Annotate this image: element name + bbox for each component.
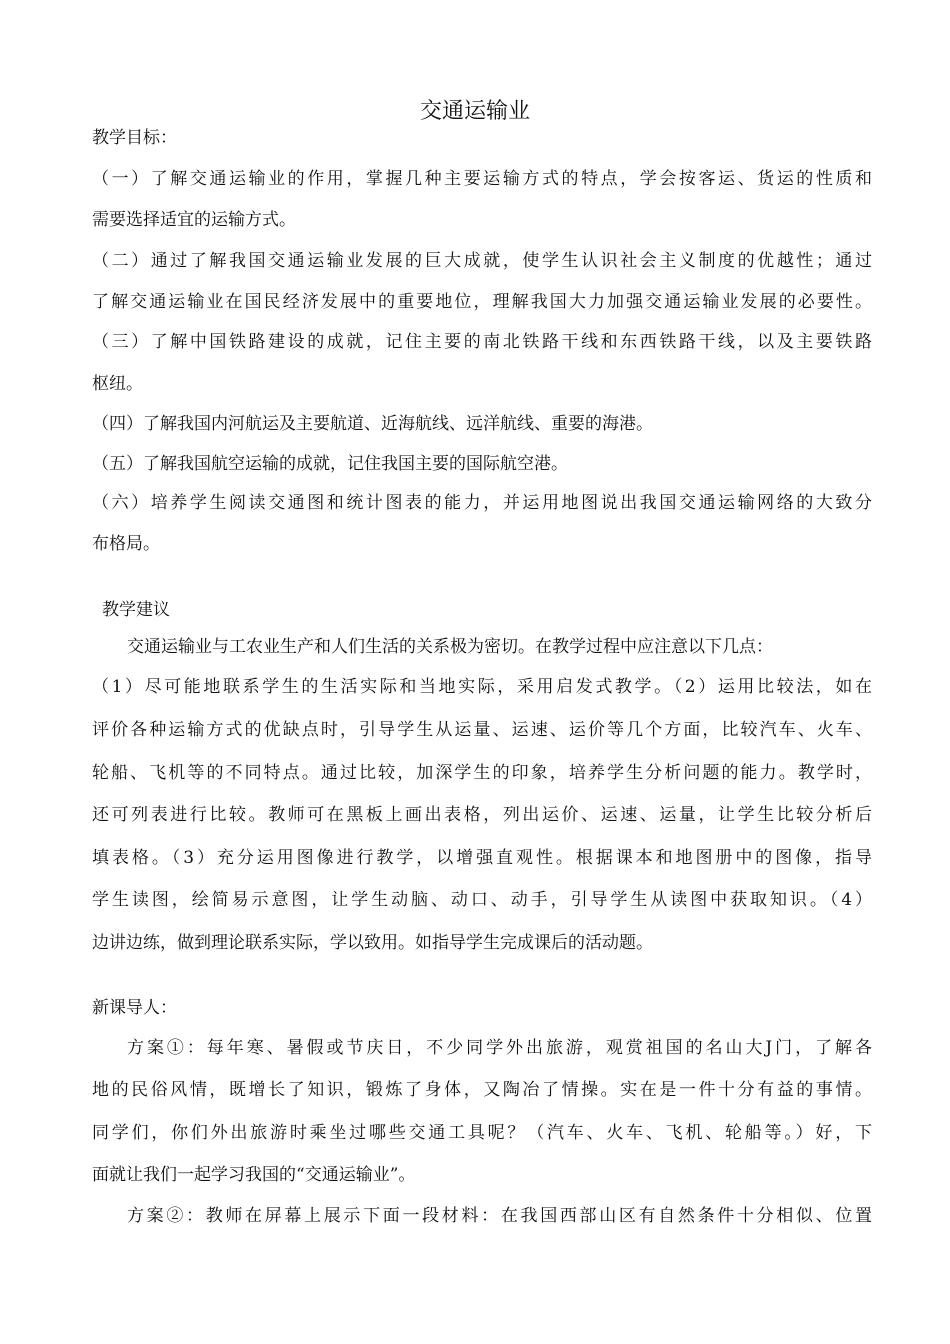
text-line: （1）尽可能地联系学生的生活实际和当地实际，采用启发式教学。（2）运用比较法，如在 [92, 677, 872, 697]
text-line: （一）了解交通运输业的作用，掌握几种主要运输方式的特点，学会按客运、货运的性质和 [92, 169, 872, 189]
text-line: 交通运输业与工农业生产和人们生活的关系极为密切。在教学过程中应注意以下几点： [127, 637, 773, 657]
text-line: 面就让我们一起学习我国的“交通运输业”。 [92, 1165, 416, 1185]
text-line: 轮船、飞机等的不同特点。通过比较，加深学生的印象，培养学生分析问题的能力。教学时， [92, 763, 872, 783]
text-line: 方案②：教师在屏幕上展示下面一段材料：在我国西部山区有自然条件十分相似、位置 [127, 1206, 872, 1226]
section-heading: 新课导人： [92, 998, 177, 1018]
text-line: 地的民俗风情，既增长了知识，锻炼了身体，又陶冶了情操。实在是一件十分有益的事情。 [92, 1080, 872, 1100]
text-line: 学生读图，绘简易示意图，让学生动脑、动口、动手，引导学生从读图中获取知识。（4） [92, 890, 872, 910]
text-line: （五）了解我国航空运输的成就，记住我国主要的国际航空港。 [92, 454, 568, 474]
text-line: 了解交通运输业在国民经济发展中的重要地位，理解我国大力加强交通运输业发展的必要性。 [92, 292, 872, 312]
text-line: 填表格。（3）充分运用图像进行教学，以增强直观性。根据课本和地图册中的图像，指导 [92, 848, 872, 868]
text-line: （四）了解我国内河航运及主要航道、近海航线、远洋航线、重要的海港。 [92, 414, 653, 434]
text-line: （三）了解中国铁路建设的成就，记住主要的南北铁路干线和东西铁路干线，以及主要铁路 [92, 332, 872, 352]
text-line: （六）培养学生阅读交通图和统计图表的能力，并运用地图说出我国交通运输网络的大致分 [92, 493, 872, 513]
text-line: 方案①：每年寒、暑假或节庆日，不少同学外出旅游，观赏祖国的名山大J门，了解各 [127, 1038, 872, 1058]
section-heading: 教学建议 [102, 600, 170, 620]
text-line: 还可列表进行比较。教师可在黑板上画出表格，列出运价、运速、运量，让学生比较分析后 [92, 805, 872, 825]
text-line: 评价各种运输方式的优缺点时，引导学生从运量、运速、运价等几个方面，比较汽车、火车、 [92, 720, 872, 740]
text-line: 边讲边练，做到理论联系实际，学以致用。如指导学生完成课后的活动题。 [92, 933, 653, 953]
text-line: 布格局。 [92, 534, 160, 554]
document-title: 交通运输业 [419, 99, 530, 124]
text-line: 教学目标： [92, 128, 177, 148]
text-line: 需要选择适宜的运输方式。 [92, 210, 296, 230]
text-line: （二）通过了解我国交通运输业发展的巨大成就，使学生认识社会主义制度的优越性；通过 [92, 251, 872, 271]
text-line: 同学们，你们外出旅游时乘坐过哪些交通工具呢？（汽车、火车、飞机、轮船等。）好，下 [92, 1123, 872, 1143]
text-line: 枢纽。 [92, 374, 143, 394]
